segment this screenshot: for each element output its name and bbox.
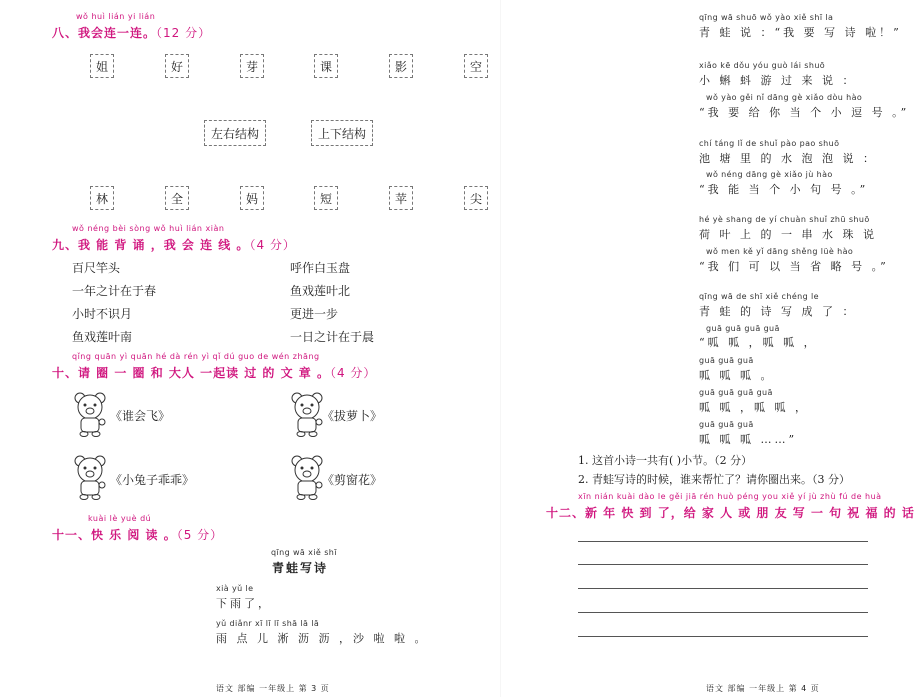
char-box[interactable]: 林 [90, 186, 114, 210]
s9-pinyin: wǒ néng bèi sòng wǒ huì lián xiàn [72, 224, 225, 233]
poem-line2-pinyin: yǔ diǎnr xī lī lī shā lā lā [216, 619, 320, 628]
char-box[interactable]: 全 [165, 186, 189, 210]
char-box[interactable]: 好 [165, 54, 189, 78]
poem-r-pinyin-3: wǒ yào gěi nǐ dāng gè xiǎo dòu hào [706, 93, 863, 102]
structure-box-top-bottom[interactable]: 上下结构 [311, 120, 373, 146]
poem-r-line-2: 小 蝌 蚪 游 过 来 说 ： [699, 74, 857, 87]
char-box[interactable]: 尖 [464, 186, 488, 210]
s10-title: 十、请 圈 一 圈 和 大人 一起读 过 的 文 章 。 [52, 366, 330, 380]
poem-r-line-8: 青 蛙 的 诗 写 成 了 ： [699, 305, 857, 318]
verse-left-4[interactable]: 鱼戏莲叶南 [72, 330, 133, 344]
poem-r-line-5: “我 能 当 个 小 句 号 。” [699, 183, 869, 196]
poem-r-line-6: 荷 叶 上 的 一 串 水 珠 说 [699, 228, 877, 241]
right-page-footer: 语文 部编 一年级上 第 4 页 [706, 684, 820, 693]
s10-score: （4 分） [329, 366, 377, 380]
answer-line[interactable] [578, 612, 868, 613]
s8-score: （12 分） [156, 26, 212, 40]
answer-line[interactable] [578, 636, 868, 637]
poem-title-pinyin: qīng wā xiě shī [271, 548, 337, 557]
verse-left-3[interactable]: 小时不识月 [72, 307, 133, 321]
poem-r-line-7: “我 们 可 以 当 省 略 号 。” [699, 260, 889, 273]
poem-r-line-11: 呱 呱 ，呱 呱 ， [699, 401, 809, 414]
poem-r-pinyin-6: hé yè shang de yí chuàn shuǐ zhū shuō [699, 215, 870, 224]
poem-r-pinyin-2: xiǎo kē dǒu yóu guò lái shuō [699, 61, 826, 70]
s10-pinyin: qǐng quān yì quān hé dà rén yì qǐ dú guo de wén zhāng [72, 352, 320, 361]
verse-left-1[interactable]: 百尺竿头 [72, 261, 121, 275]
char-box[interactable]: 妈 [240, 186, 264, 210]
s11-pinyin: kuài lè yuè dú [88, 514, 152, 523]
s8-heading [52, 24, 211, 41]
book-title-2[interactable]: 《拔萝卜》 [322, 409, 383, 423]
verse-right-2[interactable]: 鱼戏莲叶北 [290, 284, 351, 298]
s8-title: 八、我会连一连。 [52, 26, 157, 40]
s11-title: 十一、快 乐 阅 读 。 [52, 528, 177, 542]
verse-right-1[interactable]: 呼作白玉盘 [290, 261, 351, 275]
bear-icon [70, 453, 110, 501]
book-title-1[interactable]: 《谁会飞》 [110, 409, 171, 423]
poem-line2: 雨 点 儿 淅 沥 沥 ，沙 啦 啦 。 [216, 632, 429, 645]
poem-r-pinyin-10: guā guā guā [699, 356, 754, 365]
poem-r-pinyin-11: guā guā guā guā [699, 388, 773, 397]
book-title-3[interactable]: 《小兔子乖乖》 [110, 473, 195, 487]
char-box[interactable]: 课 [314, 54, 338, 78]
answer-line[interactable] [578, 564, 868, 565]
s8-pinyin: wǒ huì lián yi lián [76, 12, 156, 21]
s9-title: 九、我 能 背 诵 ，我 会 连 线 。 [52, 238, 250, 252]
poem-r-line-9: “呱 呱 ，呱 呱 ， [699, 336, 818, 349]
poem-line1-pinyin: xià yǔ le [216, 584, 254, 593]
poem-r-pinyin-12: guā guā guā [699, 420, 754, 429]
s12-title: 十二、新 年 快 到 了，给 家 人 或 朋 友 写 一 句 祝 福 的 话 [546, 506, 915, 520]
left-page-footer: 语文 部编 一年级上 第 3 页 [216, 684, 330, 693]
poem-r-pinyin-4: chí táng lǐ de shuǐ pào pao shuō [699, 139, 840, 148]
bear-icon [287, 390, 327, 438]
char-box[interactable]: 影 [389, 54, 413, 78]
poem-line1: 下雨了， [216, 597, 272, 610]
poem-r-pinyin-9: guā guā guā guā [706, 324, 780, 333]
s10-heading [52, 364, 376, 381]
s11-score: （5 分） [176, 528, 224, 542]
answer-line[interactable] [578, 588, 868, 589]
s9-heading [52, 236, 296, 253]
book-title-4[interactable]: 《剪窗花》 [322, 473, 383, 487]
s12-pinyin: xīn nián kuài dào le gěi jiā rén huò péng you xiě yí jù zhù fú de huà [578, 492, 882, 501]
s9-score: （4 分） [249, 238, 296, 252]
page-divider [500, 0, 501, 697]
poem-r-line-3: “我 要 给 你 当 个 小 逗 号 。” [699, 106, 910, 119]
question-2[interactable]: 2. 青蛙写诗的时候，谁来帮忙了？请你圈出来。（3 分） [578, 473, 850, 486]
char-box[interactable]: 苹 [389, 186, 413, 210]
bear-icon [70, 390, 110, 438]
poem-r-line-12: 呱 呱 呱 ……” [699, 433, 798, 446]
question-1[interactable]: 1. 这首小诗一共有( )小节。（2 分） [578, 454, 753, 467]
char-box[interactable]: 空 [464, 54, 488, 78]
verse-right-3[interactable]: 更进一步 [290, 307, 339, 321]
verse-left-2[interactable]: 一年之计在于春 [72, 284, 157, 298]
poem-r-pinyin-8: qīng wā de shī xiě chéng le [699, 292, 819, 301]
char-box[interactable]: 芽 [240, 54, 264, 78]
poem-r-pinyin-1: qīng wā shuō wǒ yào xiě shī la [699, 13, 834, 22]
poem-r-pinyin-5: wǒ néng dāng gè xiǎo jù hào [706, 170, 833, 179]
poem-title: 青蛙写诗 [272, 561, 329, 575]
poem-r-line-10: 呱 呱 呱 。 [699, 369, 775, 382]
poem-r-line-4: 池 塘 里 的 水 泡 泡 说 ： [699, 152, 877, 165]
char-box[interactable]: 姐 [90, 54, 114, 78]
s11-heading [52, 526, 223, 543]
poem-r-line-1: 青 蛙 说 ：“我 要 写 诗 啦！” [699, 26, 902, 39]
verse-right-4[interactable]: 一日之计在于晨 [290, 330, 375, 344]
structure-box-left-right[interactable]: 左右结构 [204, 120, 266, 146]
answer-line[interactable] [578, 541, 868, 542]
bear-icon [287, 453, 327, 501]
char-box[interactable]: 短 [314, 186, 338, 210]
poem-r-pinyin-7: wǒ men kě yǐ dāng shěng lüè hào [706, 247, 854, 256]
